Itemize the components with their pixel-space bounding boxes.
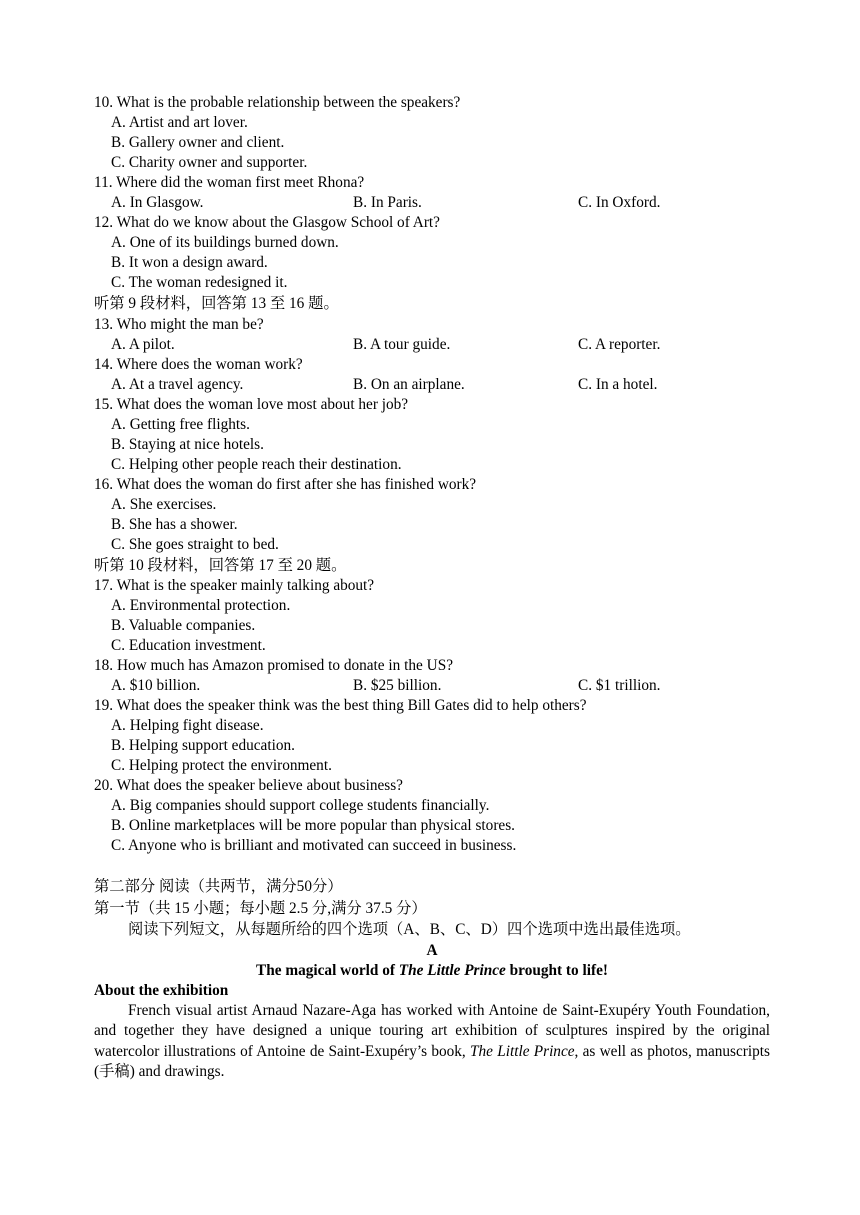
section-instruction: 听第 10 段材料，回答第 17 至 20 题。 (94, 556, 347, 574)
question-text: 17. What is the speaker mainly talking about? (94, 577, 375, 594)
passage-paragraph: French visual artist Arnaud Nazare-Aga has worked with Antoine de Saint-Exupéry Youth Foundation, and together they have designed a unique touring art exhibition of sculptures inspired by the original watercolor illustrations of Antoine de Saint-Exupéry’s book, The Little Prince, as well as photos, manuscripts (手稿) and drawings. (94, 1001, 770, 1080)
options-row (94, 335, 770, 355)
answer-option: A. Big companies should support college students financially. (111, 797, 490, 814)
answer-option: C. She goes straight to bed. (111, 535, 279, 553)
question-text: 10. What is the probable relationship between the speakers? (94, 94, 461, 111)
answer-option: A. One of its buildings burned down. (111, 234, 339, 251)
answer-option: C. Helping protect the environment. (111, 757, 332, 774)
section-instruction: 听第 9 段材料，回答第 13 至 16 题。 (94, 295, 339, 312)
answer-option: A. At a travel agency. (111, 375, 244, 393)
options-row (94, 676, 770, 696)
answer-option: B. Gallery owner and client. (111, 134, 285, 151)
options-row (94, 375, 770, 395)
answer-option: A. $10 billion. (111, 677, 201, 694)
answer-option: B. Staying at nice hotels. (111, 435, 264, 453)
passage-label: A (426, 941, 438, 959)
passage-headline: The magical world of The Little Prince brought to life! (256, 961, 608, 979)
answer-option: A. Getting free flights. (111, 415, 250, 433)
answer-option: C. $1 trillion. (578, 677, 661, 694)
answer-option: B. She has a shower. (111, 515, 238, 533)
answer-option: C. A reporter. (578, 335, 661, 353)
answer-option: C. Anyone who is brilliant and motivated can succeed in business. (111, 837, 517, 854)
answer-option: C. In a hotel. (578, 375, 658, 393)
question-text: 16. What does the woman do first after she has finished work? (94, 475, 477, 493)
listening-questions (94, 93, 770, 856)
question-text: 18. How much has Amazon promised to donate in the US? (94, 657, 453, 674)
answer-option: B. On an airplane. (353, 375, 465, 393)
question-text: 20. What does the speaker believe about business? (94, 777, 403, 794)
answer-option: A. In Glasgow. (111, 194, 204, 211)
question-text: 14. Where does the woman work? (94, 355, 303, 373)
answer-option: A. She exercises. (111, 495, 217, 513)
question-text: 13. Who might the man be? (94, 315, 264, 333)
answer-option: C. Helping other people reach their destination. (111, 455, 402, 473)
answer-option: C. In Oxford. (578, 194, 661, 211)
exam-page (94, 93, 770, 1083)
passage-subheading: About the exhibition (94, 981, 229, 999)
answer-option: C. Education investment. (111, 637, 266, 654)
answer-option: A. Environmental protection. (111, 597, 291, 614)
answer-option: C. The woman redesigned it. (111, 274, 288, 291)
question-text: 19. What does the speaker think was the best thing Bill Gates did to help others? (94, 697, 587, 714)
answer-option: B. In Paris. (353, 194, 422, 211)
answer-option: A. Artist and art lover. (111, 114, 248, 131)
answer-option: A. Helping fight disease. (111, 717, 264, 734)
question-text: 15. What does the woman love most about her job? (94, 395, 409, 413)
answer-option: B. Valuable companies. (111, 617, 256, 634)
question-text: 12. What do we know about the Glasgow School of Art? (94, 214, 440, 231)
part2-title: 第二部分 阅读（共两节，满分50分） (94, 878, 343, 895)
answer-option: B. It won a design award. (111, 254, 268, 271)
answer-option: C. Charity owner and supporter. (111, 154, 308, 171)
question-text: 11. Where did the woman first meet Rhona? (94, 174, 365, 191)
section1-title: 第一节（共 15 小题；每小题 2.5 分,满分 37.5 分） (94, 899, 427, 917)
options-row (94, 193, 770, 213)
answer-option: B. $25 billion. (353, 677, 442, 694)
answer-option: B. Helping support education. (111, 737, 295, 754)
answer-option: B. A tour guide. (353, 335, 451, 353)
answer-option: B. Online marketplaces will be more popular than physical stores. (111, 817, 515, 834)
reading-instruction: 阅读下列短文，从每题所给的四个选项（A、B、C、D）四个选项中选出最佳选项。 (128, 921, 691, 938)
answer-option: A. A pilot. (111, 335, 175, 353)
